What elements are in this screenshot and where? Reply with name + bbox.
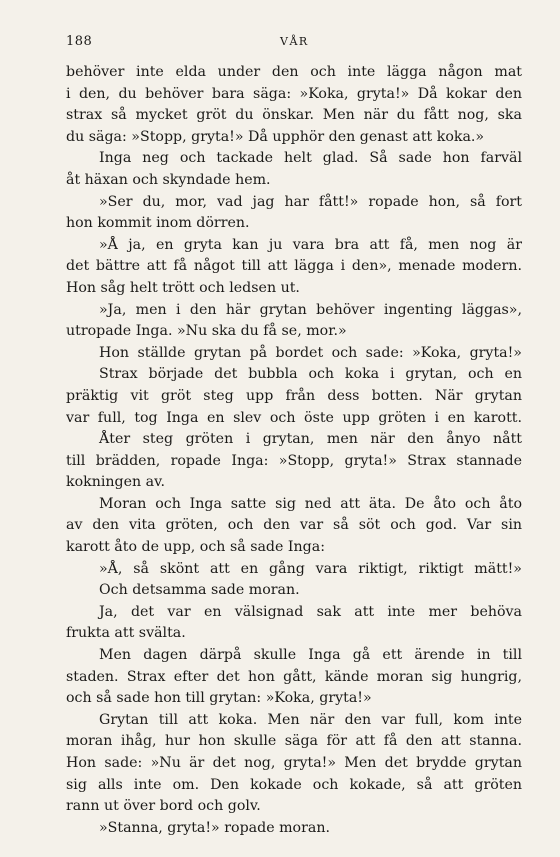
text-line: Inga neg och tackade helt glad. Så sade hon farväl — [99, 150, 522, 167]
text-line: utropade Inga. »Nu ska du få se, mor.» — [66, 323, 347, 340]
text-line: sig alls inte om. Den kokade och kokade, så att gröten — [66, 776, 522, 793]
text-line: hon kommit inom dörren. — [66, 215, 250, 232]
text-line: Och detsamma sade moran. — [99, 582, 300, 599]
text-line: du säga: »Stopp, gryta!» Då upphör den genast att koka.» — [66, 128, 485, 145]
text-line: var full, tog Inga en slev och öste upp gröten i en karott. — [66, 409, 522, 426]
text-line: Men dagen därpå skulle Inga gå ett ärende in till — [99, 647, 522, 664]
text-line: till brädden, ropade Inga: »Stopp, gryta!» Strax stannade — [66, 452, 522, 469]
text-line: av den vita gröten, och den var så söt och god. Var sin — [66, 517, 522, 534]
text-line: och så sade hon till grytan: »Koka, gryta!» — [66, 690, 372, 707]
text-line: frukta att svälta. — [66, 625, 186, 642]
text-line: Grytan till att koka. Men när den var full, kom inte — [99, 711, 522, 728]
text-line: Hon ställde grytan på bordet och sade: »Koka, gryta!» — [99, 344, 522, 361]
text-line: »Stanna, gryta!» ropade moran. — [99, 819, 330, 836]
text-line: moran ihåg, hur hon skulle säga för att få den att stanna. — [66, 733, 522, 750]
text-line: kokningen av. — [66, 474, 165, 491]
text-line: karott åto de upp, och så sade Inga: — [66, 539, 325, 556]
text-line: Ja, det var en välsignad sak att inte mer behöva — [99, 603, 522, 620]
text-line: Moran och Inga satte sig ned att äta. De åto och åto — [99, 495, 522, 512]
text-line: behöver inte elda under den och inte lägga någon mat — [66, 64, 522, 80]
text-line: strax så mycket gröt du önskar. Men när du fått nog, ska — [66, 107, 522, 124]
running-head: VÅR — [280, 35, 309, 48]
page-header — [66, 34, 522, 54]
text-line: staden. Strax efter det hon gått, kände moran sig hungrig, — [66, 668, 522, 685]
text-line: åt häxan och skyndade hem. — [66, 171, 271, 188]
body-text — [66, 62, 522, 839]
text-line: i den, du behöver bara säga: »Koka, gryta!» Då kokar den — [66, 85, 522, 102]
text-line: »Ja, men i den här grytan behöver ingenting läggas», — [99, 301, 522, 318]
text-line: Åter steg gröten i grytan, men när den ånyo nått — [99, 431, 522, 448]
text-line: Hon sade: »Nu är det nog, gryta!» Men det brydde grytan — [66, 755, 522, 771]
text-line: det bättre att få något till att lägga i den», menade modern. — [66, 258, 522, 275]
text-line: präktig vit gröt steg upp från dess botten. När grytan — [66, 387, 522, 404]
text-line: »Ser du, mor, vad jag har fått!» ropade hon, så fort — [99, 193, 522, 210]
text-line: »Å ja, en gryta kan ju vara bra att få, men nog är — [99, 236, 522, 253]
text-line: Strax började det bubbla och koka i grytan, och en — [99, 366, 522, 383]
text-line: »Å, så skönt att en gång vara riktigt, riktigt mätt!» — [99, 560, 522, 577]
page-number: 188 — [66, 34, 93, 49]
text-line: rann ut över bord och golv. — [66, 798, 261, 815]
text-line: Hon såg helt trött och ledsen ut. — [66, 279, 300, 296]
